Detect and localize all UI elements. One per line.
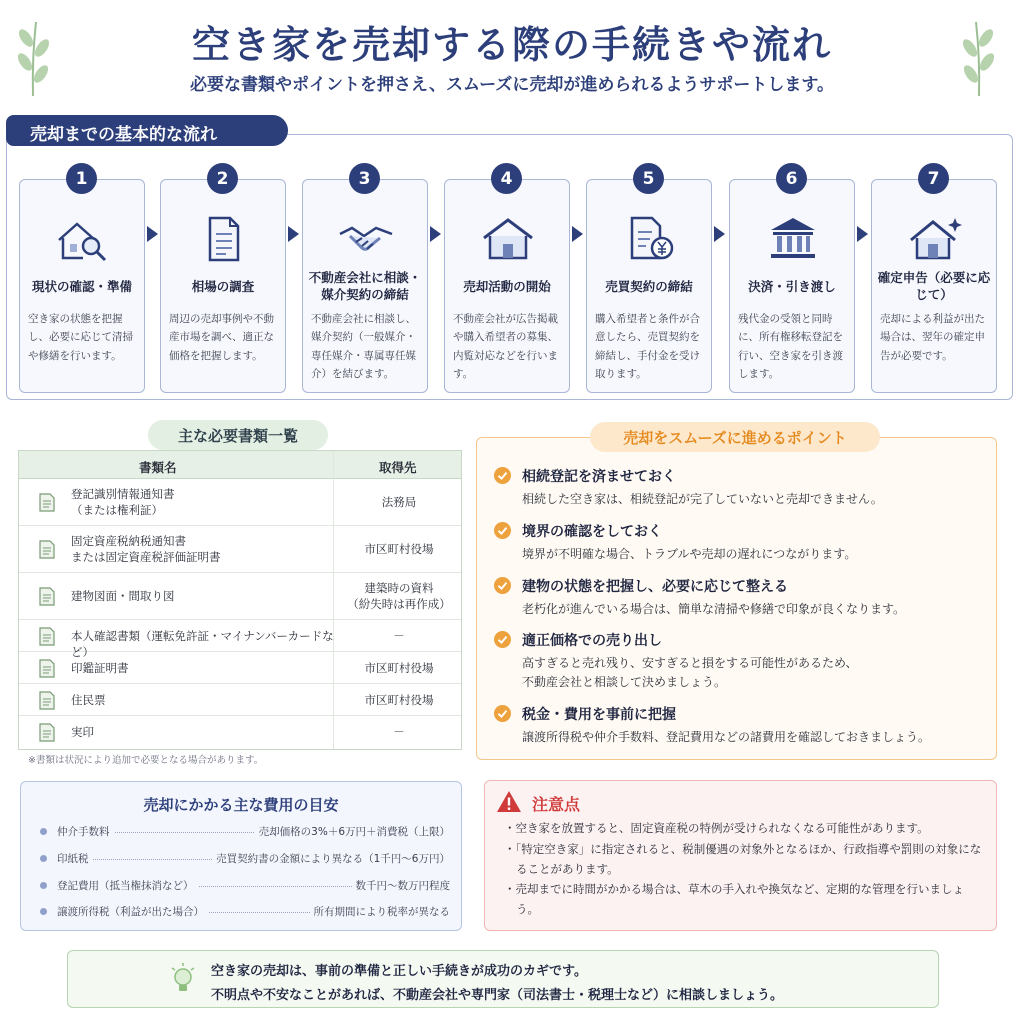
document-icon — [39, 627, 55, 646]
lightbulb-icon — [170, 963, 196, 995]
table-row — [19, 684, 461, 716]
caution-item: ・売却までに時間がかかる場合は、草木の手入れや換気など、定期的な管理を行いましょう。 — [504, 882, 964, 916]
flow-step-description: 空き家の状態を把握し、必要に応じて清掃や修繕を行います。 — [28, 313, 133, 362]
point-description: 境界が不明確な場合、トラブルや売却の遅れにつながります。 — [522, 547, 857, 561]
flow-step-description: 残代金の受領と同時に、所有権移転登記を行い、空き家を引き渡します。 — [738, 313, 843, 381]
flow-step-description: 売却による利益が出た場合は、翌年の確定申告が必要です。 — [880, 313, 985, 362]
bullet-icon — [40, 908, 47, 915]
point-description: 譲渡所得税や仲介手数料、登記費用などの諸費用を確認しておきましょう。 — [522, 730, 931, 744]
footer-text-line1: 空き家の売却は、事前の準備と正しい手続きが成功のカギです。 — [211, 964, 587, 979]
footer-text-line2: 不明点や不安なことがあれば、不動産会社や専門家（司法書士・税理士など）に相談しましょう。 — [211, 988, 784, 1003]
table-row — [19, 573, 461, 620]
check-circle-icon — [494, 467, 511, 484]
document-icon — [194, 214, 254, 262]
costs-section-title: 売却にかかる主な費用の目安 — [143, 796, 339, 814]
flow-step-number: 2 — [207, 163, 238, 194]
flow-step-title: 不動産会社に相談・媒介契約の締結 — [308, 270, 422, 302]
house-icon — [478, 214, 538, 262]
bank-icon — [763, 214, 823, 262]
point-description: 相続した空き家は、相続登記が完了していないと売却できません。 — [522, 492, 883, 506]
point-description: 老朽化が進んでいる場合は、簡単な清掃や修繕で印象が良くなります。 — [522, 602, 906, 616]
flow-step-card — [586, 179, 712, 393]
flow-step-description: 不動産会社に相談し、媒介契約（一般媒介・専任媒介・専属専任媒介）を結びます。 — [311, 313, 416, 381]
document-source: 市区町村役場 — [364, 542, 434, 556]
warning-icon — [496, 790, 522, 813]
flow-arrow-icon — [857, 226, 868, 242]
document-name: 本人確認書類（運転免許証・マイナンバーカードなど） — [71, 628, 334, 660]
bullet-icon — [40, 828, 47, 835]
document-icon — [39, 659, 55, 678]
cost-value: 売却価格の3%＋6万円＋消費税（上限） — [255, 824, 450, 839]
cost-item — [40, 824, 450, 840]
flow-arrow-icon — [714, 226, 725, 242]
flow-step-number: 1 — [66, 163, 97, 194]
point-title: 建物の状態を把握し、必要に応じて整える — [522, 579, 788, 595]
table-row — [19, 526, 461, 573]
flow-step-description: 不動産会社が広告掲載や購入希望者の募集、内覧対応などを行います。 — [453, 313, 558, 381]
check-circle-icon — [494, 631, 511, 648]
documents-table-header — [19, 451, 461, 479]
house-search-icon — [53, 214, 113, 262]
flow-arrow-icon — [572, 226, 583, 242]
flow-step-card — [729, 179, 855, 393]
flow-step-number: 7 — [918, 163, 949, 194]
cost-value: 売買契約書の金額により異なる（1千円〜6万円） — [212, 851, 450, 866]
document-source: － — [393, 724, 405, 739]
cost-value: 所有期間により税率が異なる — [310, 904, 451, 919]
document-name: 印鑑証明書 — [71, 660, 129, 675]
point-title: 境界の確認をしておく — [522, 524, 662, 540]
house-sparkle-icon — [905, 214, 965, 262]
flow-step-title: 決済・引き渡し — [748, 278, 836, 294]
flow-step-card — [302, 179, 428, 393]
flow-step-number: 5 — [633, 163, 664, 194]
document-name: 実印 — [71, 724, 94, 739]
document-source: 法務局 — [381, 495, 417, 509]
flow-step-description: 周辺の売却事例や不動産市場を調べ、適正な価格を把握します。 — [169, 313, 274, 362]
check-circle-icon — [494, 705, 511, 722]
document-icon — [39, 540, 55, 559]
cost-value: 数千円〜数万円程度 — [352, 878, 451, 893]
flow-step-number: 4 — [491, 163, 522, 194]
flow-section-title: 売却までの基本的な流れ — [6, 115, 288, 146]
document-source: 市区町村役場 — [364, 692, 434, 707]
bullet-icon — [40, 855, 47, 862]
document-name: 固定資産税納税通知書 または固定資産税評価証明書 — [71, 533, 221, 565]
flow-step-card — [871, 179, 997, 393]
caution-section-title: 注意点 — [532, 795, 581, 814]
check-circle-icon — [494, 522, 511, 539]
cost-label: 登記費用（抵当権抹消など） — [57, 878, 198, 893]
flow-arrow-icon — [430, 226, 441, 242]
handshake-icon — [336, 214, 396, 262]
point-description: 高すぎると売れ残り、安すぎると損をする可能性があるため、 不動産会社と相談して決めましょう。 — [522, 656, 858, 690]
point-title: 相続登記を済ませておく — [522, 469, 676, 485]
flow-step-title: 確定申告（必要に応じて） — [877, 270, 991, 302]
cost-label: 印紙税 — [57, 851, 93, 866]
cost-label: 仲介手数料 — [57, 824, 114, 839]
table-row — [19, 716, 461, 748]
document-name: 建物図面・間取り図 — [71, 589, 175, 603]
check-circle-icon — [494, 577, 511, 594]
page-subtitle: 必要な書類やポイントを押さえ、スムーズに売却が進められるようサポートします。 — [190, 75, 834, 95]
caution-item: ・「特定空き家」に指定されると、税制優遇の対象外となるほか、行政指導や罰則の対象になることがあります。 — [504, 842, 982, 876]
table-row — [19, 620, 461, 660]
document-icon — [39, 723, 55, 742]
column-header-name: 書類名 — [139, 460, 177, 475]
bullet-icon — [40, 882, 47, 889]
flow-step-description: 購入希望者と条件が合意したら、売買契約を締結し、手付金を受け取ります。 — [595, 313, 700, 381]
flow-step-title: 現状の確認・準備 — [31, 278, 132, 294]
document-icon — [39, 493, 55, 512]
cost-item — [40, 904, 450, 920]
documents-section-title: 主な必要書類一覧 — [148, 420, 328, 450]
flow-step-card — [444, 179, 570, 393]
document-name: 登記識別情報通知書 （または権利証） — [71, 486, 175, 518]
point-title: 税金・費用を事前に把握 — [522, 707, 676, 723]
document-icon — [39, 587, 55, 606]
documents-table — [18, 450, 462, 750]
flow-step-title: 売却活動の開始 — [463, 278, 551, 294]
document-icon — [39, 691, 55, 710]
flow-arrow-icon — [147, 226, 158, 242]
table-row — [19, 479, 461, 526]
flow-arrow-icon — [288, 226, 299, 242]
flow-step-card — [160, 179, 286, 393]
flow-step-card — [19, 179, 145, 393]
flow-step-number: 3 — [349, 163, 380, 194]
contract-yen-icon — [620, 214, 680, 262]
document-source: 建築時の資料 （紛失時は再作成） — [347, 580, 451, 612]
cost-item — [40, 878, 450, 894]
documents-note: ※書類は状況により追加で必要となる場合があります。 — [28, 755, 264, 766]
document-name: 住民票 — [71, 692, 106, 707]
flow-step-title: 売買契約の締結 — [605, 278, 693, 294]
flow-step-title: 相場の調査 — [191, 278, 255, 294]
caution-item: ・空き家を放置すると、固定資産税の特例が受けられなくなる可能性があります。 — [504, 821, 929, 835]
document-source: － — [393, 628, 405, 643]
points-section-title: 売却をスムーズに進めるポイント — [590, 422, 880, 452]
page-title: 空き家を売却する際の手続きや流れ — [191, 23, 832, 67]
table-row — [19, 652, 461, 684]
point-title: 適正価格での売り出し — [522, 633, 662, 649]
document-source: 市区町村役場 — [364, 660, 434, 675]
cost-item — [40, 851, 450, 867]
flow-step-number: 6 — [776, 163, 807, 194]
column-header-source: 取得先 — [379, 460, 417, 475]
cost-label: 譲渡所得税（利益が出た場合） — [57, 904, 208, 919]
